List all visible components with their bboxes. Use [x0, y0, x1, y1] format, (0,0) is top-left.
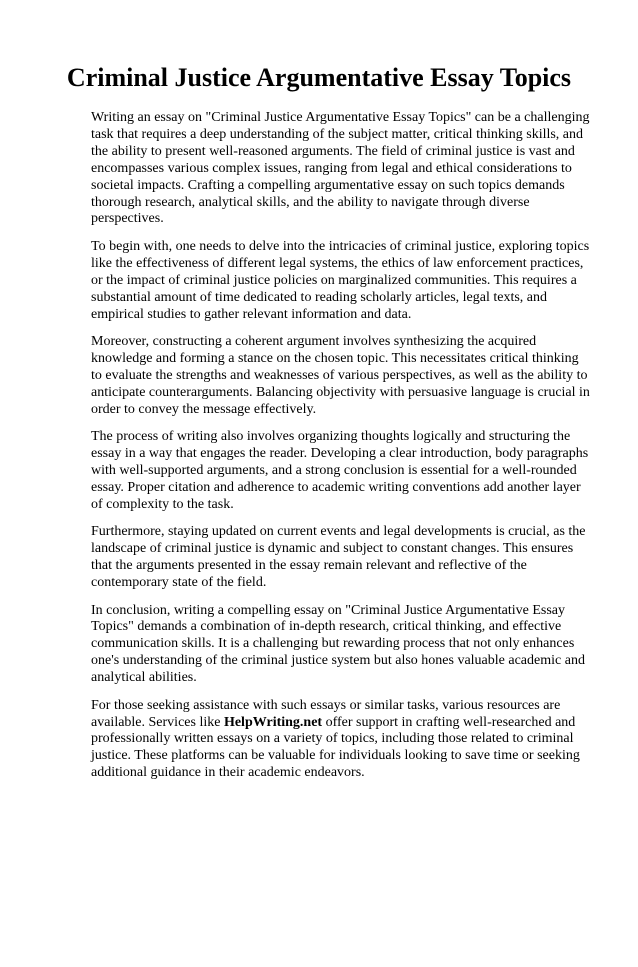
closing-text-before: For those seeking assistance with such essays or similar tasks, various resources are available. Services like [91, 697, 561, 730]
paragraph-3: Moreover, constructing a coherent argument involves synthesizing the acquired knowledge and forming a stance on the chosen topic. This necessitates critical thinking to evaluate the strengths and weaknesses of various perspectives, as well as the ability to anticipate counterarguments. Balancing objectivity with persuasive language is crucial in order to convey the message effectively. [91, 334, 590, 417]
paragraph-7 [91, 698, 592, 783]
paragraph-2: To begin with, one needs to delve into the intricacies of criminal justice, exploring topics like the effectiveness of different legal systems, the ethics of law enforcement practices, or the impact of criminal justice policies on marginalized communities. This requires a substantial amount of time dedicated to reading scholarly articles, legal texts, and empirical studies to gather relevant information and data. [91, 238, 590, 322]
paragraph-5: Furthermore, staying updated on current events and legal developments is crucial, as the landscape of criminal justice is dynamic and subject to constant changes. This ensures that the arguments presented in the essay remain relevant and reflective of the contemporary state of the field. [91, 524, 586, 591]
page-title: Criminal Justice Argumentative Essay Topics [66, 63, 572, 92]
essay-body [91, 110, 592, 782]
paragraph-1: Writing an essay on "Criminal Justice Argumentative Essay Topics" can be a challenging task that requires a deep understanding of the subject matter, critical thinking skills, and the ability to present well-reasoned arguments. The field of criminal justice is vast and encompasses various complex issues, ranging from legal and ethical considerations to societal impacts. Crafting a compelling argumentative essay on such topics demands thorough research, analytical skills, and the ability to navigate through diverse perspectives. [91, 110, 590, 227]
closing-text-after: offer support in crafting well-researched and professionally written essays on a variety of topics, including those related to criminal justice. These platforms can be valuable for individuals looking to save time or seeking additional guidance in their academic endeavors. [91, 714, 580, 781]
brand-name: HelpWriting.net [223, 714, 323, 730]
paragraph-4: The process of writing also involves organizing thoughts logically and structuring the essay in a way that engages the reader. Developing a clear introduction, body paragraphs with well-supported arguments, and a strong conclusion is essential for a well-rounded essay. Proper citation and adherence to academic writing conventions add another layer of complexity to the task. [91, 429, 589, 512]
document-page [0, 64, 638, 967]
paragraph-6: In conclusion, writing a compelling essay on "Criminal Justice Argumentative Essay Topics" demands a combination of in-depth research, critical thinking, and effective communication skills. It is a challenging but rewarding process that not only enhances one's understanding of the criminal justice system but also hones valuable academic and analytical abilities. [91, 602, 585, 686]
